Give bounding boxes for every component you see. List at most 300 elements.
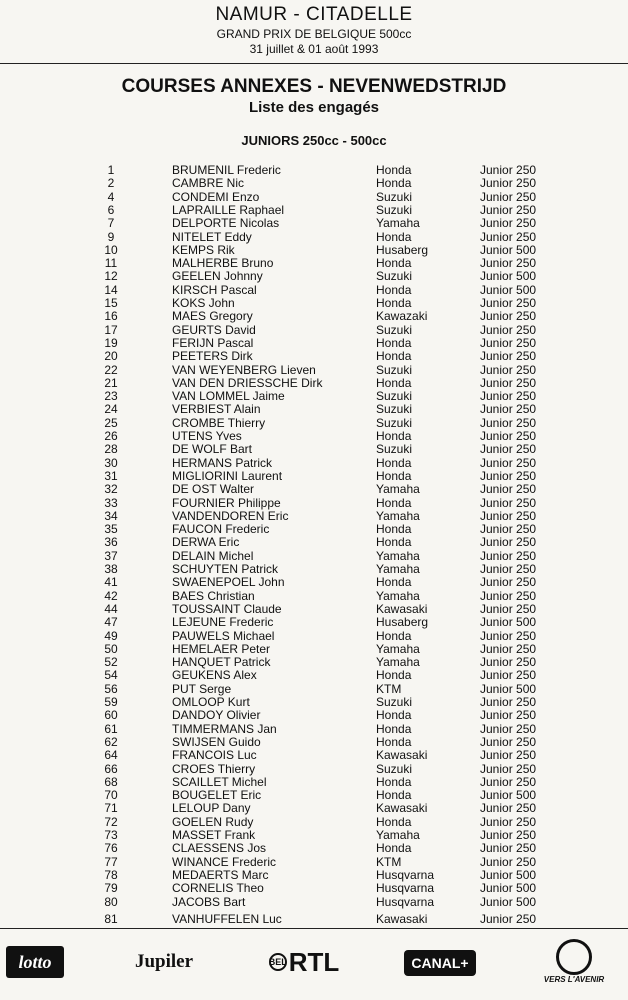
rider-name: DE WOLF Bart <box>172 442 253 457</box>
rider-name: SWAENEPOEL John <box>172 575 285 590</box>
entry-number: 62 <box>104 734 118 749</box>
rider-name: CORNELIS Theo <box>172 881 264 896</box>
entry-category: Junior 250 <box>480 854 537 869</box>
motorcycle-make: Husqvarna <box>376 894 435 909</box>
entry-number: 59 <box>104 695 118 709</box>
rider-name: DE OST Walter <box>172 482 255 497</box>
rider-name: HANQUET Patrick <box>172 655 271 670</box>
entry-number: 33 <box>104 495 118 510</box>
rider-name: WINANCE Frederic <box>172 854 277 869</box>
rider-name: FOURNIER Philippe <box>172 495 281 510</box>
motorcycle-make: Husaberg <box>376 615 429 630</box>
entry-row <box>0 231 628 244</box>
entry-category: Junior 250 <box>480 402 537 417</box>
motorcycle-make: Honda <box>376 296 412 310</box>
entry-category: Junior 250 <box>480 202 537 217</box>
entry-row <box>0 896 628 909</box>
entry-category: Junior 250 <box>480 695 537 709</box>
entry-category: Junior 250 <box>480 801 537 816</box>
entry-number: 35 <box>104 522 118 537</box>
entry-row <box>0 776 628 789</box>
entry-number: 50 <box>104 641 118 656</box>
entry-category: Junior 500 <box>480 867 537 882</box>
rider-name: CONDEMI Enzo <box>172 189 260 204</box>
rider-name: TOUSSAINT Claude <box>172 601 282 616</box>
motorcycle-make: Husqvarna <box>376 881 435 896</box>
entry-number: 16 <box>104 309 118 324</box>
entry-category: Junior 250 <box>480 229 537 244</box>
motorcycle-make: Honda <box>376 522 412 537</box>
entry-number: 37 <box>104 548 118 563</box>
motorcycle-make: Honda <box>376 774 412 789</box>
motorcycle-make: Suzuki <box>376 269 413 284</box>
entry-number: 66 <box>104 761 118 776</box>
entry-row <box>0 856 628 869</box>
entry-category: Junior 500 <box>480 894 537 909</box>
jupiler-logo: Jupiler <box>134 951 194 972</box>
entry-category: Junior 250 <box>480 216 537 231</box>
rider-name: GEELEN Johnny <box>172 269 263 284</box>
entry-number: 20 <box>104 349 118 364</box>
motorcycle-make: Honda <box>376 708 412 723</box>
rider-name: VAN DEN DRIESSCHE Dirk <box>172 375 323 390</box>
motorcycle-make: Kawasaki <box>376 601 428 616</box>
motorcycle-make: Suzuki <box>376 761 413 776</box>
entry-number: 73 <box>104 828 118 842</box>
entry-row <box>0 913 628 926</box>
motorcycle-make: Honda <box>376 375 412 390</box>
entry-number: 79 <box>104 881 118 896</box>
entry-number: 32 <box>104 482 118 497</box>
event-location: NAMUR - CITADELLE <box>215 4 413 25</box>
motorcycle-make: Yamaha <box>376 548 420 563</box>
header-divider <box>0 63 628 64</box>
entry-category: Junior 250 <box>480 309 537 324</box>
rider-name: VANDENDOREN Eric <box>172 508 289 523</box>
rider-name: VERBIEST Alain <box>172 402 261 417</box>
entry-row <box>0 177 628 190</box>
motorcycle-make: Suzuki <box>376 322 413 337</box>
entry-category: Junior 250 <box>480 468 537 483</box>
rider-name: SWIJSEN Guido <box>172 734 261 749</box>
rider-name: FERIJN Pascal <box>172 335 254 350</box>
entry-row <box>0 563 628 576</box>
vers-lavenir-text: VERS L'AVENIR <box>543 974 605 984</box>
entry-row <box>0 350 628 363</box>
entry-row <box>0 669 628 682</box>
entry-category: Junior 250 <box>480 628 537 643</box>
entry-category: Junior 250 <box>480 482 537 497</box>
entry-number: 6 <box>107 202 115 217</box>
rider-name: PAUWELS Michael <box>172 628 275 643</box>
entry-number: 71 <box>104 801 118 816</box>
entry-row <box>0 443 628 456</box>
entry-number: 70 <box>104 788 118 803</box>
entry-category: Junior 250 <box>480 548 537 563</box>
motorcycle-make: Husaberg <box>376 242 429 257</box>
entry-row <box>0 470 628 483</box>
entry-row <box>0 869 628 882</box>
motorcycle-make: Honda <box>376 668 412 683</box>
entry-category: Junior 250 <box>480 429 537 443</box>
motorcycle-make: Yamaha <box>376 655 420 670</box>
entry-category: Junior 250 <box>480 562 537 576</box>
rider-name: LEJEUNE Frederic <box>172 615 274 630</box>
rider-name: PEETERS Dirk <box>172 349 253 364</box>
entry-category: Junior 250 <box>480 176 537 191</box>
rider-name: MEDAERTS Marc <box>172 867 269 882</box>
motorcycle-make: Honda <box>376 468 412 483</box>
entry-number: 2 <box>107 176 115 191</box>
entry-row <box>0 536 628 549</box>
entry-row <box>0 217 628 230</box>
entry-row <box>0 842 628 855</box>
entry-number: 60 <box>104 708 118 723</box>
motorcycle-make: Honda <box>376 628 412 643</box>
entry-number: 80 <box>104 894 118 909</box>
entry-row <box>0 643 628 656</box>
entry-number: 12 <box>104 269 118 284</box>
entry-number: 61 <box>104 721 118 736</box>
rider-name: VAN WEYENBERG Lieven <box>172 362 316 377</box>
rider-name: FRANCOIS Luc <box>172 748 257 763</box>
category-heading: JUNIORS 250cc - 500cc <box>241 133 387 148</box>
entry-row <box>0 337 628 350</box>
motorcycle-make: Honda <box>376 734 412 749</box>
motorcycle-make: Yamaha <box>376 216 420 231</box>
motorcycle-make: Honda <box>376 335 412 350</box>
rider-name: UTENS Yves <box>172 429 242 443</box>
rider-name: JACOBS Bart <box>172 894 246 909</box>
entry-number: 15 <box>104 296 118 310</box>
entry-category: Junior 250 <box>480 375 537 390</box>
rider-name: DELAIN Michel <box>172 548 254 563</box>
entry-category: Junior 500 <box>480 282 537 297</box>
entry-row <box>0 510 628 523</box>
entry-row <box>0 749 628 762</box>
entry-category: Junior 250 <box>480 841 537 856</box>
document-title: COURSES ANNEXES - NEVENWEDSTRIJD <box>121 76 507 97</box>
entry-number: 11 <box>104 256 118 271</box>
motorcycle-make: Suzuki <box>376 695 413 709</box>
rider-name: MASSET Frank <box>172 828 256 842</box>
motorcycle-make: Kawasaki <box>376 801 428 816</box>
motorcycle-make: Honda <box>376 535 412 550</box>
entry-row <box>0 191 628 204</box>
rider-name: GOELEN Rudy <box>172 814 254 829</box>
entry-row <box>0 390 628 403</box>
entry-category: Junior 250 <box>480 163 537 177</box>
entry-category: Junior 500 <box>480 681 537 696</box>
motorcycle-make: Honda <box>376 256 412 271</box>
motorcycle-make: Honda <box>376 495 412 510</box>
motorcycle-make: KTM <box>376 854 402 869</box>
entry-number: 19 <box>104 335 118 350</box>
lotto-logo: lotto <box>6 946 64 978</box>
entry-row <box>0 590 628 603</box>
entry-row <box>0 816 628 829</box>
entry-row <box>0 603 628 616</box>
entry-row <box>0 297 628 310</box>
entry-category: Junior 250 <box>480 415 537 430</box>
entry-category: Junior 250 <box>480 734 537 749</box>
entry-row <box>0 257 628 270</box>
entry-row <box>0 377 628 390</box>
entry-number: 7 <box>107 216 115 231</box>
entry-row <box>0 736 628 749</box>
motorcycle-make: Yamaha <box>376 588 420 603</box>
rider-name: DERWA Eric <box>172 535 240 550</box>
entry-category: Junior 250 <box>480 495 537 510</box>
entry-category: Junior 250 <box>480 814 537 829</box>
rider-name: NITELET Eddy <box>172 229 252 244</box>
vers-lavenir-logo <box>534 936 614 986</box>
motorcycle-make: Honda <box>376 229 412 244</box>
entry-category: Junior 250 <box>480 575 537 590</box>
entry-number: 78 <box>104 867 118 882</box>
entry-category: Junior 500 <box>480 881 537 896</box>
entry-row <box>0 284 628 297</box>
rider-name: DELPORTE Nicolas <box>172 216 280 231</box>
entry-category: Junior 250 <box>480 389 537 404</box>
motorcycle-make: Suzuki <box>376 402 413 417</box>
entry-category: Junior 250 <box>480 761 537 776</box>
entry-row <box>0 763 628 776</box>
motorcycle-make: Honda <box>376 455 412 470</box>
entry-category: Junior 250 <box>480 655 537 670</box>
entry-category: Junior 250 <box>480 362 537 377</box>
entry-row <box>0 483 628 496</box>
entry-category: Junior 250 <box>480 708 537 723</box>
motorcycle-make: Honda <box>376 814 412 829</box>
entry-category: Junior 250 <box>480 535 537 550</box>
rider-name: GEURTS David <box>172 322 256 337</box>
vers-lavenir-emblem-icon <box>556 939 592 975</box>
entry-number: 17 <box>104 322 118 337</box>
motorcycle-make: Suzuki <box>376 189 413 204</box>
rider-name: GEUKENS Alex <box>172 668 257 683</box>
rider-name: CROES Thierry <box>172 761 256 776</box>
motorcycle-make: Kawasaki <box>376 748 428 763</box>
entry-category: Junior 500 <box>480 615 537 630</box>
entry-category: Junior 250 <box>480 828 537 842</box>
entry-row <box>0 364 628 377</box>
motorcycle-make: Honda <box>376 575 412 590</box>
entry-number: 10 <box>104 242 118 257</box>
entry-row <box>0 310 628 323</box>
entry-category: Junior 250 <box>480 455 537 470</box>
entry-category: Junior 500 <box>480 788 537 803</box>
entry-row <box>0 683 628 696</box>
entry-number: 30 <box>104 455 118 470</box>
entry-row <box>0 403 628 416</box>
motorcycle-make: Kawazaki <box>376 309 428 324</box>
footer-divider <box>0 928 628 929</box>
motorcycle-make: Honda <box>376 176 412 191</box>
entry-row <box>0 430 628 443</box>
entry-category: Junior 500 <box>480 242 537 257</box>
entry-category: Junior 250 <box>480 442 537 457</box>
entry-number: 72 <box>104 814 118 829</box>
entry-category: Junior 250 <box>480 721 537 736</box>
entry-row <box>0 244 628 257</box>
entry-number: 56 <box>104 681 118 696</box>
entry-category: Junior 250 <box>480 641 537 656</box>
entry-category: Junior 250 <box>480 911 537 926</box>
document-subtitle: Liste des engagés <box>248 99 380 116</box>
motorcycle-make: Honda <box>376 841 412 856</box>
entry-category: Junior 250 <box>480 189 537 204</box>
motorcycle-make: Honda <box>376 721 412 736</box>
entry-row <box>0 417 628 430</box>
rider-name: VANHUFFELEN Luc <box>172 911 282 926</box>
entry-category: Junior 500 <box>480 269 537 284</box>
entry-number: 44 <box>104 601 118 616</box>
event-name: GRAND PRIX DE BELGIQUE 500cc <box>216 27 412 41</box>
entry-number: 21 <box>104 375 118 390</box>
entry-row <box>0 204 628 217</box>
entry-category: Junior 250 <box>480 349 537 364</box>
motorcycle-make: Honda <box>376 429 412 443</box>
entry-row <box>0 550 628 563</box>
rider-name: SCHUYTEN Patrick <box>172 562 279 576</box>
entry-category: Junior 250 <box>480 668 537 683</box>
entry-number: 9 <box>107 229 115 244</box>
rtl-logo <box>268 946 340 978</box>
rtl-text: RTL <box>288 946 340 977</box>
entry-row <box>0 576 628 589</box>
entry-row <box>0 696 628 709</box>
rider-name: DANDOY Olivier <box>172 708 261 723</box>
entry-category: Junior 250 <box>480 508 537 523</box>
entry-number: 28 <box>104 442 118 457</box>
motorcycle-make: Honda <box>376 163 412 177</box>
rider-name: MALHERBE Bruno <box>172 256 274 271</box>
rider-name: BAES Christian <box>172 588 255 603</box>
entry-row <box>0 882 628 895</box>
motorcycle-make: Kawasaki <box>376 911 428 926</box>
entry-row <box>0 829 628 842</box>
motorcycle-make: Yamaha <box>376 562 420 576</box>
motorcycle-make: Honda <box>376 788 412 803</box>
canal-plus-logo: CANAL+ <box>404 950 476 976</box>
bel-mark: BEL <box>269 953 287 971</box>
entry-category: Junior 250 <box>480 522 537 537</box>
entry-number: 54 <box>104 668 118 683</box>
event-dates: 31 juillet & 01 août 1993 <box>249 42 379 56</box>
entry-category: Junior 250 <box>480 601 537 616</box>
entry-number: 34 <box>104 508 118 523</box>
motorcycle-make: Yamaha <box>376 828 420 842</box>
entry-category: Junior 250 <box>480 748 537 763</box>
entry-row <box>0 270 628 283</box>
rider-name: BRUMENIL Frederic <box>172 163 281 177</box>
entry-category: Junior 250 <box>480 774 537 789</box>
entry-number: 41 <box>104 575 118 590</box>
entry-number: 26 <box>104 429 118 443</box>
motorcycle-make: Yamaha <box>376 508 420 523</box>
rider-name: TIMMERMANS Jan <box>172 721 277 736</box>
entry-row <box>0 616 628 629</box>
entry-number: 25 <box>104 415 118 430</box>
entry-number: 22 <box>104 362 118 377</box>
entry-row <box>0 630 628 643</box>
rider-name: CAMBRE Nic <box>172 176 245 191</box>
motorcycle-make: Suzuki <box>376 415 413 430</box>
entry-number: 1 <box>107 163 115 177</box>
entry-number: 24 <box>104 402 118 417</box>
motorcycle-make: Yamaha <box>376 482 420 497</box>
rider-name: KIRSCH Pascal <box>172 282 257 297</box>
entry-row <box>0 709 628 722</box>
entry-number: 76 <box>104 841 118 856</box>
motorcycle-make: Suzuki <box>376 362 413 377</box>
entry-category: Junior 250 <box>480 296 537 310</box>
rider-name: MIGLIORINI Laurent <box>172 468 283 483</box>
rider-name: HEMELAER Peter <box>172 641 271 656</box>
motorcycle-make: Honda <box>376 282 412 297</box>
rider-name: FAUCON Frederic <box>172 522 270 537</box>
entry-number: 47 <box>104 615 118 630</box>
motorcycle-make: Yamaha <box>376 641 420 656</box>
entry-number: 42 <box>104 588 118 603</box>
rider-name: SCAILLET Michel <box>172 774 267 789</box>
entry-number: 36 <box>104 535 118 550</box>
entry-category: Junior 250 <box>480 256 537 271</box>
rider-name: KOKS John <box>172 296 235 310</box>
entry-number: 14 <box>104 282 118 297</box>
motorcycle-make: Suzuki <box>376 202 413 217</box>
rider-name: OMLOOP Kurt <box>172 695 250 709</box>
entry-category: Junior 250 <box>480 588 537 603</box>
entry-number: 68 <box>104 774 118 789</box>
entry-row <box>0 802 628 815</box>
entry-row <box>0 723 628 736</box>
entry-row <box>0 523 628 536</box>
rider-name: PUT Serge <box>172 681 232 696</box>
motorcycle-make: Husqvarna <box>376 867 435 882</box>
entry-number: 31 <box>104 468 118 483</box>
rider-name: CLAESSENS Jos <box>172 841 267 856</box>
entry-row <box>0 457 628 470</box>
entry-number: 23 <box>104 389 118 404</box>
rider-name: CROMBE Thierry <box>172 415 266 430</box>
rider-name: LELOUP Dany <box>172 801 251 816</box>
rider-name: VAN LOMMEL Jaime <box>172 389 285 404</box>
entry-number: 64 <box>104 748 118 763</box>
entry-number: 4 <box>107 189 115 204</box>
motorcycle-make: Suzuki <box>376 442 413 457</box>
motorcycle-make: Suzuki <box>376 389 413 404</box>
entry-row <box>0 789 628 802</box>
rider-name: KEMPS Rik <box>172 242 235 257</box>
entry-number: 81 <box>104 911 118 926</box>
entry-number: 49 <box>104 628 118 643</box>
entry-row <box>0 497 628 510</box>
entry-number: 52 <box>104 655 118 670</box>
entry-category: Junior 250 <box>480 335 537 350</box>
motorcycle-make: Honda <box>376 349 412 364</box>
entry-number: 77 <box>104 854 118 869</box>
entry-row <box>0 164 628 177</box>
motorcycle-make: KTM <box>376 681 402 696</box>
entry-row <box>0 324 628 337</box>
entry-row <box>0 656 628 669</box>
rider-name: BOUGELET Eric <box>172 788 262 803</box>
entry-number: 38 <box>104 562 118 576</box>
entry-category: Junior 250 <box>480 322 537 337</box>
rider-name: LAPRAILLE Raphael <box>172 202 285 217</box>
